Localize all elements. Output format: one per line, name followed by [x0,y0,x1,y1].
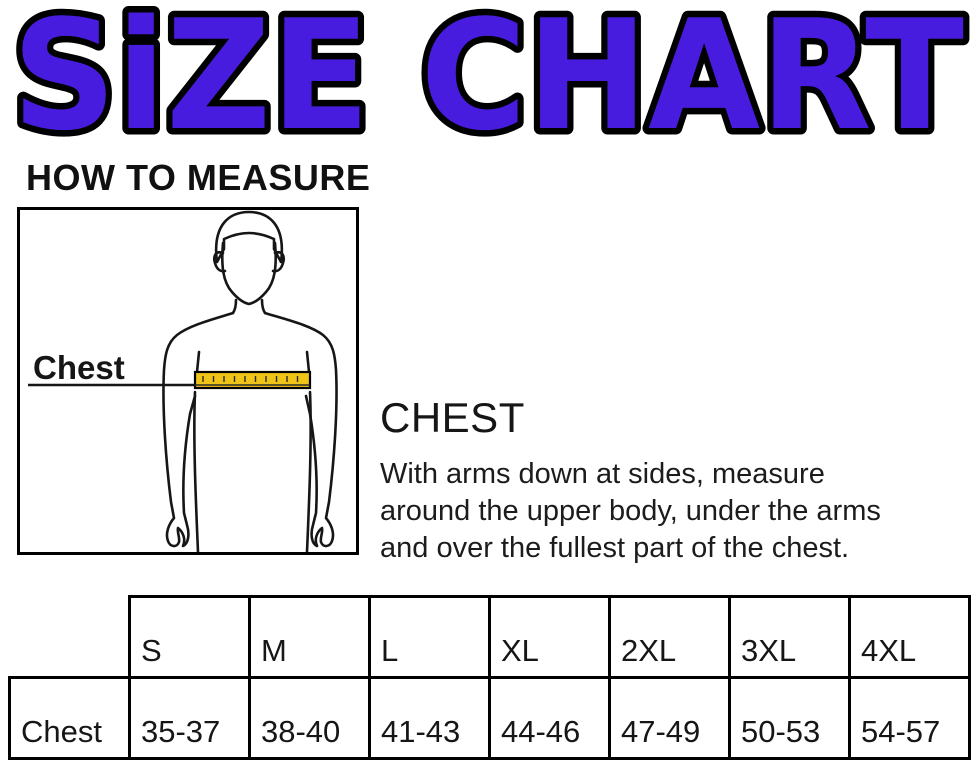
chest-value-2xl: 47-49 [610,678,730,759]
chest-info-line-2: around the upper body, under the arms [380,495,881,527]
chest-info-section [380,394,976,567]
torso-diagram [20,210,356,552]
size-col-header-4xl: 4XL [850,597,970,678]
table-row-chest [10,678,970,759]
figure-chest-label: Chest [33,349,125,386]
chest-value-m: 38-40 [250,678,370,759]
title-art [0,0,978,152]
size-col-header-s: S [130,597,250,678]
chest-info-line-3: and over the fullest part of the chest. [380,532,850,564]
measure-diagram-box [17,207,359,555]
size-col-header-3xl: 3XL [730,597,850,678]
chest-info-line-1: With arms down at sides, measure [380,458,825,490]
chest-value-4xl: 54-57 [850,678,970,759]
size-col-header-xl: XL [490,597,610,678]
page-title: SiZE CHART [12,0,964,152]
size-col-header-m: M [250,597,370,678]
chest-info-text [380,456,976,567]
size-chart-table [8,595,971,760]
chest-value-s: 35-37 [130,678,250,759]
table-header-row [10,597,970,678]
how-to-measure-heading: HOW TO MEASURE [26,157,371,198]
size-col-header-l: L [370,597,490,678]
chest-value-3xl: 50-53 [730,678,850,759]
table-corner-cell [10,597,130,678]
title-banner [0,0,978,152]
chest-info-heading: CHEST [380,394,525,441]
chest-value-l: 41-43 [370,678,490,759]
size-col-header-2xl: 2XL [610,597,730,678]
measuring-tape-icon [195,372,310,388]
chest-value-xl: 44-46 [490,678,610,759]
row-label-chest: Chest [10,678,130,759]
